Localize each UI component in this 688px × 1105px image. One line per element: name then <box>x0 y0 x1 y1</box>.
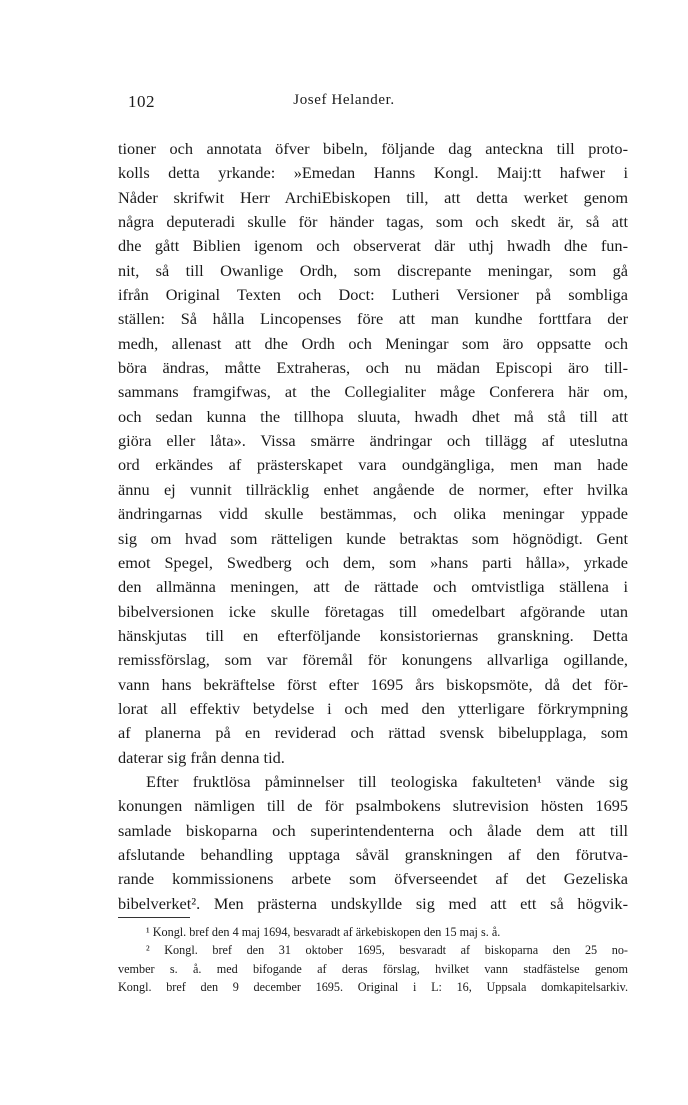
text-line: den allmänna meningen, att de rättade och omtvistliga ställena i <box>118 577 628 597</box>
text-line: lorat all effektiv betydelse i och med den ytterligare förkrympning <box>118 698 628 718</box>
body-text <box>118 137 628 916</box>
text-line: konungen nämligen till de för psalmbokens slutrevision hösten 1695 <box>118 796 628 816</box>
paragraph-start-line: Efter fruktlösa påminnelser till teologiska fakulteten¹ vände sig <box>146 771 628 791</box>
text-line: ifrån Original Texten och Doct: Lutheri Versioner på sombliga <box>118 285 628 305</box>
paragraph-end-line: daterar sig från denna tid. <box>118 747 285 767</box>
text-line: tioner och annotata öfver bibeln, följande dag anteckna till proto- <box>118 139 628 158</box>
footnotes <box>118 923 628 997</box>
text-line: emot Spegel, Swedberg och dem, som »hans parti hålla», yrkade <box>118 552 628 572</box>
text-line: böra ändras, måtte Extraheras, och nu mädan Episcopi äro till- <box>118 358 628 378</box>
text-line: ändringarnas vidd skulle bestämmas, och olika meningar yppade <box>118 504 628 524</box>
text-line: sig om hvad som rätteligen kunde betraktas som högnödigt. Gent <box>118 528 628 548</box>
page-header <box>128 92 560 116</box>
text-line: några deputeradi skulle för händer tagas, som och skedt är, så att <box>118 212 628 232</box>
text-line: medh, allenast att dhe Ordh och Meningar som äro oppsatte och <box>118 333 628 353</box>
text-line: vann hans bekräftelse först efter 1695 års biskopsmöte, då det för- <box>118 674 628 694</box>
text-line: samlade biskoparna och superintendenterna och ålade dem att till <box>118 820 628 840</box>
text-line: ännu ej vunnit tillräcklig enhet angående de normer, efter hvilka <box>118 479 628 499</box>
footnote-2: ² Kongl. bref den 31 oktober 1695, besvaradt af biskoparna den 25 no- <box>146 943 628 958</box>
running-head: Josef Helander. <box>293 92 395 108</box>
text-line: ord erkändes af prästerskapet vara oundgängliga, men man hade <box>118 455 628 475</box>
text-line: afslutande behandling upptaga såväl granskningen af den förutva- <box>118 844 628 864</box>
text-line: remissförslag, som var föremål för konungens allvarliga ogillande, <box>118 650 628 670</box>
text-line: och sedan kunna the tillhopa sluuta, hwadh dhet må stå till att <box>118 406 628 426</box>
text-line: giöra eller låta». Vissa smärre ändringar och tillägg af uteslutna <box>118 431 628 451</box>
text-line: dhe gått Biblien igenom och observerat där uthj hwadh dhe fun- <box>118 236 628 256</box>
text-line: nit, så till Owanlige Ordh, som discrepante meningar, som gå <box>118 260 628 280</box>
text-line: Nåder skrifwit Herr ArchiEbiskopen till, att detta werket genom <box>118 187 628 207</box>
text-line: bibelversionen icke skulle företagas till omedelbart afgörande utan <box>118 601 628 621</box>
text-line: rande kommissionens arbete som öfverseendet af det Gezeliska <box>118 869 628 889</box>
text-line: hänskjutas till en efterföljande konsistoriernas granskning. Detta <box>118 625 628 645</box>
footnote-divider <box>118 917 190 918</box>
footnote-2-continued: Kongl. bref den 9 december 1695. Original i L: 16, Uppsala domkapitelsarkiv. <box>118 980 628 995</box>
text-line: kolls detta yrkande: »Emedan Hanns Kongl. Maij:tt hafwer i <box>118 163 628 183</box>
footnote-2-continued: vember s. å. med bifogande af deras förslag, hvilket vann stadfästelse genom <box>118 961 628 976</box>
text-line: af planerna på en reviderad och rättad svensk bibelupplaga, som <box>118 723 628 743</box>
text-line: sammans framgifwas, at the Collegialiter måge Conferera här om, <box>118 382 628 402</box>
text-line: ställen: Så hålla Lincopenses före att man kundhe forttfara der <box>118 309 628 329</box>
text-line: bibelverket². Men prästerna undskyllde sig med att ett så högvik- <box>118 893 628 913</box>
footnote-1: ¹ Kongl. bref den 4 maj 1694, besvaradt af ärkebiskopen den 15 maj s. å. <box>146 925 501 939</box>
page-number: 102 <box>128 92 155 111</box>
